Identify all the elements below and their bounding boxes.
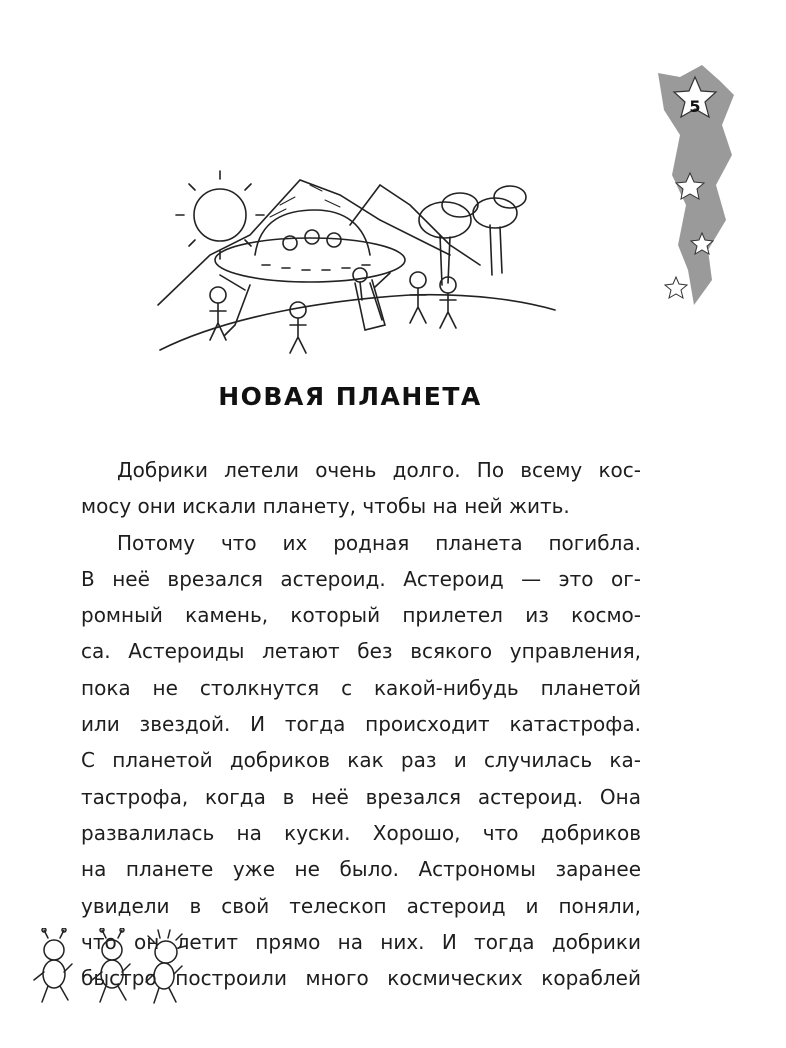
chapter-title: НОВАЯ ПЛАНЕТА bbox=[218, 382, 482, 411]
text-line: или звездой. И тогда происходит катастрофа. bbox=[81, 712, 641, 737]
text-line: С планетой добриков как раз и случилась ка- bbox=[81, 748, 641, 773]
text-line: пока не столкнутся с какой-нибудь планетой bbox=[81, 675, 641, 700]
text-line: В неё врезался астероид. Астероид — это ог- bbox=[81, 566, 641, 591]
star-strip-icon bbox=[650, 55, 740, 315]
text-line: са. Астероиды летают без всякого управления, bbox=[81, 639, 641, 664]
text-line: мосу они искали планету, чтобы на ней жить. bbox=[81, 494, 570, 519]
text-line: быстро построили много космических кораблей bbox=[81, 966, 641, 991]
walker-character bbox=[34, 928, 72, 1002]
text-line: Потому что их родная планета погибла. bbox=[117, 530, 641, 555]
walker-character bbox=[146, 930, 186, 1003]
mountain bbox=[158, 180, 450, 305]
tree-icon bbox=[419, 186, 526, 285]
ufo-icon bbox=[215, 210, 405, 335]
walking-characters-icon bbox=[14, 928, 194, 1008]
body-text bbox=[81, 452, 641, 996]
walker-character bbox=[92, 928, 130, 1002]
text-line: тастрофа, когда в неё врезался астероид. Она bbox=[81, 784, 641, 809]
text-line: что он летит прямо на них. И тогда добрики bbox=[81, 929, 641, 954]
sun-icon bbox=[176, 171, 264, 259]
text-line: ромный камень, который прилетел из космо- bbox=[81, 603, 641, 628]
ufo-landing-illustration bbox=[150, 125, 560, 365]
text-line: развалилась на куски. Хорошо, что добриков bbox=[81, 820, 641, 845]
text-line: на планете уже не было. Астрономы заранее bbox=[81, 857, 641, 882]
text-line: увидели в свой телескоп астероид и поняли, bbox=[81, 893, 641, 918]
page-number: 5 bbox=[689, 97, 701, 116]
text-line: Добрики летели очень долго. По всему кос- bbox=[117, 458, 641, 482]
